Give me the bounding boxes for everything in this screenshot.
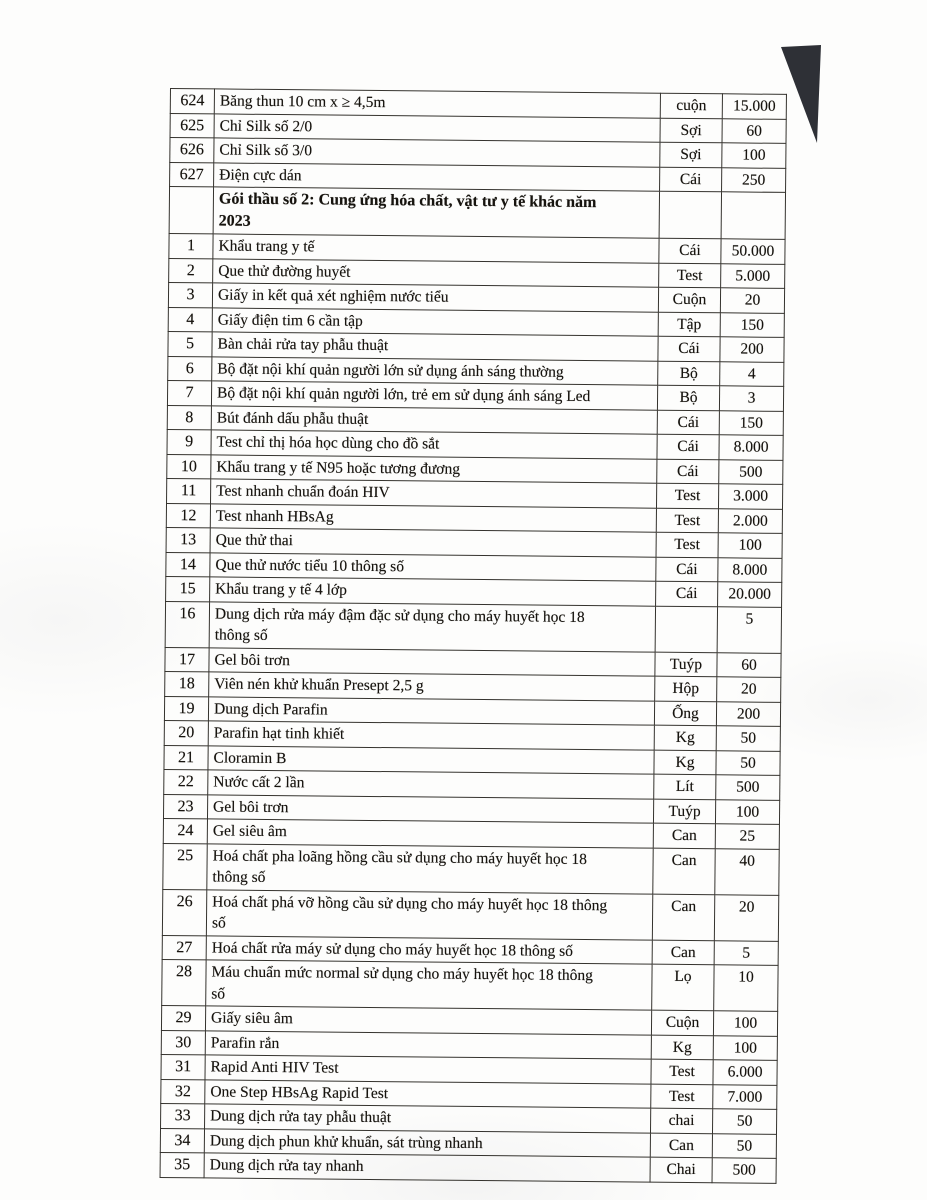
item-name: Cloramin B [208, 745, 654, 774]
row-number: 30 [161, 1030, 205, 1055]
row-number: 33 [161, 1103, 205, 1128]
table-row [163, 843, 779, 895]
item-unit: Cái [657, 410, 719, 435]
item-unit: Test [659, 263, 721, 288]
row-number: 5 [168, 331, 212, 356]
item-unit: Bộ [657, 385, 719, 410]
item-unit [655, 606, 717, 653]
item-unit: Kg [654, 750, 716, 775]
item-quantity: 40 [715, 848, 779, 895]
row-number: 6 [168, 356, 212, 381]
row-number: 26 [162, 889, 206, 935]
item-quantity: 2.000 [718, 508, 782, 533]
item-name: One Step HBsAg Rapid Test [205, 1079, 651, 1108]
item-name: Gel bôi trơn [207, 794, 653, 823]
item-unit: cuộn [660, 93, 722, 118]
supply-table-body [160, 89, 786, 1183]
item-name: Gel bôi trơn [209, 647, 655, 676]
item-quantity: 50 [712, 1109, 776, 1134]
item-quantity: 20.000 [718, 582, 782, 607]
row-number: 626 [170, 138, 214, 163]
item-unit: Cái [659, 238, 721, 263]
row-number: 13 [166, 527, 210, 552]
item-quantity: 10 [714, 965, 778, 1012]
row-number: 20 [164, 720, 208, 745]
row-number: 10 [167, 454, 211, 479]
item-unit: Can [652, 940, 714, 965]
item-quantity: 7.000 [713, 1084, 777, 1109]
item-quantity: 500 [716, 775, 780, 800]
item-unit: Can [650, 1133, 712, 1158]
table-row [162, 889, 778, 941]
row-number: 1 [169, 233, 213, 258]
item-unit: Kg [654, 725, 716, 750]
item-unit: Tuýp [655, 652, 717, 677]
item-unit: Sợi [660, 142, 722, 167]
item-quantity: 150 [719, 410, 783, 435]
row-number: 3 [168, 282, 212, 307]
item-quantity: 25 [715, 824, 779, 849]
item-name: Test nhanh chuẩn đoán HIV [211, 479, 657, 508]
item-quantity: 20 [714, 894, 778, 941]
supply-table [160, 88, 787, 1183]
item-quantity: 60 [722, 118, 786, 143]
supply-table-wrap [160, 88, 787, 1183]
item-quantity: 5 [714, 940, 778, 965]
row-number: 22 [164, 769, 208, 794]
item-unit: Tập [658, 312, 720, 337]
item-quantity: 3 [719, 386, 783, 411]
item-name: Bút đánh dấu phẫu thuật [211, 405, 657, 434]
row-number: 2 [169, 258, 213, 283]
row-number: 19 [164, 696, 208, 721]
item-unit: Cái [656, 581, 718, 606]
item-name: Rapid Anti HIV Test [205, 1055, 651, 1084]
item-name: Máu chuẩn mức normal sử dụng cho máy huyết học 18 thông số [206, 960, 652, 1010]
row-number: 28 [162, 959, 206, 1005]
item-unit: Lít [654, 774, 716, 799]
item-name: Hoá chất phá vỡ hồng cầu sử dụng cho máy huyết học 18 thông số [206, 889, 652, 939]
item-quantity: 60 [717, 652, 781, 677]
item-quantity: 3.000 [718, 484, 782, 509]
item-unit: Test [651, 1059, 713, 1084]
row-number: 627 [170, 162, 214, 187]
row-number: 23 [163, 794, 207, 819]
item-name: Dung dịch Parafin [208, 696, 654, 725]
item-quantity: 150 [720, 312, 784, 337]
item-quantity: 6.000 [713, 1060, 777, 1085]
row-number: 625 [170, 113, 214, 138]
item-unit: Kg [651, 1035, 713, 1060]
item-quantity: 100 [715, 799, 779, 824]
row-number: 15 [166, 576, 210, 601]
item-quantity: 100 [718, 533, 782, 558]
item-name: Viên nén khử khuẩn Presept 2,5 g [209, 672, 655, 701]
item-unit: chai [650, 1108, 712, 1133]
item-unit: Test [656, 532, 718, 557]
row-number: 17 [165, 647, 209, 672]
item-name: Băng thun 10 cm x ≥ 4,5m [214, 89, 660, 118]
item-name: Khẩu trang y tế [213, 234, 659, 263]
item-name: Test chỉ thị hóa học dùng cho đồ sắt [211, 430, 657, 459]
item-name: Gel siêu âm [207, 819, 653, 848]
item-quantity: 5.000 [721, 263, 785, 288]
item-name: Dung dịch phun khử khuẩn, sát trùng nhanh [204, 1128, 650, 1157]
item-name: Giấy in kết quả xét nghiệm nước tiểu [212, 283, 658, 312]
row-number: 7 [167, 380, 211, 405]
row-number: 9 [167, 429, 211, 454]
item-quantity: 500 [719, 459, 783, 484]
item-unit: Can [652, 894, 714, 941]
item-unit: Test [651, 1084, 713, 1109]
row-number: 25 [163, 843, 207, 889]
item-name: Dung dịch rửa tay phẫu thuật [205, 1104, 651, 1133]
item-name: Hoá chất pha loãng hồng cầu sử dụng cho máy huyết học 18 thông số [207, 843, 653, 893]
item-quantity: 5 [717, 606, 781, 653]
table-row [169, 187, 785, 240]
item-unit: Test [656, 483, 718, 508]
item-unit: Sợi [660, 118, 722, 143]
row-number: 4 [168, 307, 212, 332]
row-number: 16 [165, 601, 209, 647]
item-name: Dung dịch rửa máy đậm đặc sử dụng cho máy huyết học 18 thông số [209, 601, 655, 651]
item-unit: Cuộn [658, 287, 720, 312]
row-number: 18 [165, 671, 209, 696]
item-name: Giấy siêu âm [205, 1006, 651, 1035]
item-name: Bộ đặt nội khí quản người lớn sử dụng ánh sáng thường [212, 356, 658, 385]
table-row [160, 1152, 776, 1182]
item-quantity: 20 [717, 677, 781, 702]
row-number: 12 [166, 503, 210, 528]
item-quantity: 500 [712, 1158, 776, 1183]
item-quantity: 100 [713, 1035, 777, 1060]
item-unit: Cuộn [651, 1010, 713, 1035]
item-name: Parafin hạt tinh khiết [208, 721, 654, 750]
row-number: 21 [164, 745, 208, 770]
row-number: 14 [166, 552, 210, 577]
row-number: 24 [163, 818, 207, 843]
item-name: Bộ đặt nội khí quản người lớn, trẻ em sử dụng ánh sáng Led [211, 381, 657, 410]
row-number: 624 [170, 89, 214, 114]
item-quantity: 100 [722, 143, 786, 168]
item-unit: Ống [654, 701, 716, 726]
item-quantity: 200 [716, 701, 780, 726]
item-quantity: 15.000 [722, 94, 786, 119]
item-unit: Can [653, 823, 715, 848]
row-number: 35 [160, 1152, 204, 1177]
item-quantity: 50.000 [721, 239, 785, 264]
item-unit: Hộp [655, 676, 717, 701]
item-unit: Cái [656, 557, 718, 582]
item-name: Điện cực dán [214, 162, 660, 191]
row-number: 32 [161, 1079, 205, 1104]
item-quantity [721, 192, 785, 240]
table-row [162, 959, 778, 1011]
item-name: Giấy điện tim 6 cần tập [212, 307, 658, 336]
table-row [165, 601, 781, 653]
row-number: 34 [160, 1128, 204, 1153]
item-name: Que thử thai [210, 528, 656, 557]
item-unit: Lọ [652, 964, 714, 1011]
item-quantity: 100 [713, 1011, 777, 1036]
row-number [169, 187, 213, 234]
row-number: 29 [161, 1005, 205, 1030]
item-quantity: 8.000 [719, 435, 783, 460]
item-unit: Test [656, 508, 718, 533]
item-name: Que thử đường huyết [213, 258, 659, 287]
item-name: Dung dịch rửa tay nhanh [204, 1153, 650, 1182]
item-unit: Tuýp [653, 799, 715, 824]
item-name: Chỉ Silk số 2/0 [214, 113, 660, 142]
item-quantity: 50 [716, 726, 780, 751]
item-quantity: 250 [722, 167, 786, 192]
item-quantity: 4 [720, 361, 784, 386]
item-name: Chỉ Silk số 3/0 [214, 138, 660, 167]
item-name: Que thử nước tiểu 10 thông số [210, 552, 656, 581]
item-name: Khẩu trang y tế 4 lớp [210, 577, 656, 606]
item-unit: Bộ [658, 361, 720, 386]
row-number: 31 [161, 1054, 205, 1079]
item-unit [659, 191, 721, 239]
row-number: 8 [167, 405, 211, 430]
item-name: Test nhanh HBsAg [210, 503, 656, 532]
item-unit: Cái [660, 167, 722, 192]
item-unit: Cái [658, 336, 720, 361]
item-quantity: 8.000 [718, 557, 782, 582]
row-number: 11 [167, 478, 211, 503]
item-name: Khẩu trang y tế N95 hoặc tương đương [211, 454, 657, 483]
item-unit: Can [653, 848, 715, 895]
item-name: Nước cất 2 lần [208, 770, 654, 799]
item-unit: Cái [657, 459, 719, 484]
item-name: Bàn chải rửa tay phẫu thuật [212, 332, 658, 361]
item-name: Gói thầu số 2: Cung ứng hóa chất, vật tư y tế khác năm 2023 [213, 187, 659, 238]
row-number: 27 [162, 935, 206, 960]
item-quantity: 50 [712, 1133, 776, 1158]
item-name: Parafin rắn [205, 1030, 651, 1059]
item-name: Hoá chất rửa máy sử dụng cho máy huyết học 18 thông số [206, 935, 652, 964]
item-unit: Cái [657, 434, 719, 459]
item-quantity: 20 [720, 288, 784, 313]
item-quantity: 200 [720, 337, 784, 362]
item-unit: Chai [650, 1157, 712, 1182]
item-quantity: 50 [716, 750, 780, 775]
